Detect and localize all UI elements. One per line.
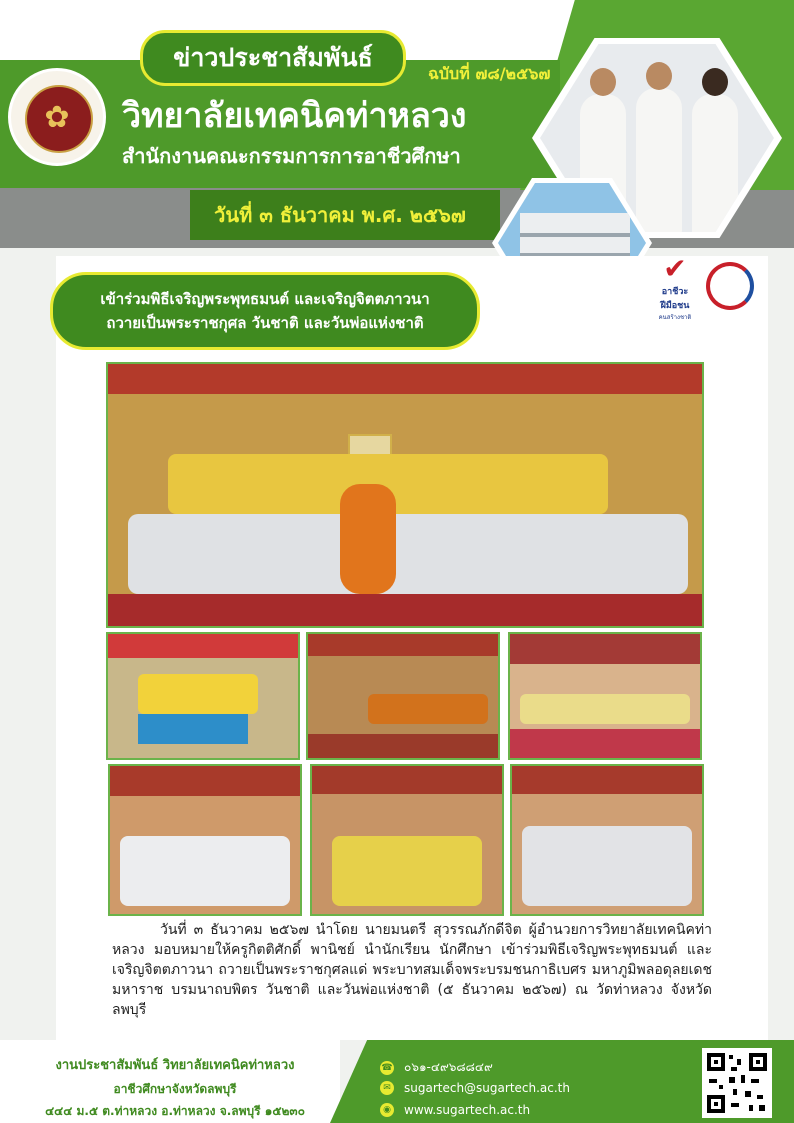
checkmark-icon: ✔ [663,252,687,285]
audience-shape [332,836,482,906]
event-photo-4 [108,764,302,916]
email-address: sugartech@sugartech.ac.th [404,1081,570,1095]
ceiling-shape [510,634,700,664]
event-photo-1 [106,632,300,760]
ceiling-shape [312,766,502,794]
group-photo [106,362,704,628]
ceiling-shape [108,364,702,394]
carpet-shape [308,734,498,758]
contact-email[interactable] [380,1081,570,1095]
ethics-logo [652,252,698,321]
contact-website[interactable] [380,1103,530,1117]
person-head [702,68,728,96]
office-name: สำนักงานคณะกรรมการการอาชีวศึกษา [122,144,461,168]
ceiling-shape [108,634,298,658]
carpet-shape [108,594,702,626]
audience-shape [522,826,692,906]
ethics-sub: คนสร้างชาติ [658,314,692,321]
phone-number: ๐๖๑-๔๙๖๘๘๔๙ [404,1060,493,1074]
event-photo-2 [306,632,500,760]
qr-code[interactable] [702,1048,772,1118]
monk-figure [340,484,396,594]
vocational-emblem [706,262,754,310]
person-head [646,62,672,90]
event-title-line1: เข้าร่วมพิธีเจริญพระพุทธมนต์ และเจริญจิตตภาวนา [100,290,430,308]
qr-code-graphic [705,1051,769,1115]
article-paragraph: วันที่ ๓ ธันวาคม ๒๕๖๗ นำโดย นายมนตรี สุวรรณภักดีจิต ผู้อำนวยการวิทยาลัยเทคนิคท่าหลวง มอบหมายให้ครูกิตติศักดิ์ พานิชย์ นำนักเรียน นักศึกษา เข้าร่วมพิธีเจริญพระพุทธมนต์ และเจริญจิตตภาวนา ถวายเป็นพระราชกุศลแด่ พระบาทสมเด็จพระบรมชนกาธิเบศร มหาภูมิพลอดุลยเดชมหาราช บรมนาถบพิตร วันชาติ และวันพ่อแห่งชาติ (๕ ธันวาคม ๒๕๖๗) ณ วัดท่าหลวง จังหวัดลพบุรี [112,922,712,1018]
ceiling-shape [110,766,300,796]
footer-org-line3: ๔๔๔ ม.๕ ต.ท่าหลวง อ.ท่าหลวง จ.ลพบุรี ๑๕๒๓๐ [45,1104,305,1118]
pr-label: ข่าวประชาสัมพันธ์ [140,30,406,86]
website-url: www.sugartech.ac.th [404,1103,531,1117]
event-photo-3 [508,632,702,760]
phone-icon: ☎ [381,1062,393,1073]
issue-number: ฉบับที่ ๗๘/๒๕๖๗ [428,64,551,83]
article-body [112,920,712,1020]
college-name: วิทยาลัยเทคนิคท่าหลวง [122,96,467,136]
college-logo [8,68,106,166]
issue-date: วันที่ ๓ ธันวาคม พ.ศ. ๒๕๖๗ [214,203,466,227]
ceiling-shape [308,634,498,656]
table-shape [138,714,248,744]
contact-phone[interactable] [380,1058,493,1077]
person-figure [636,88,682,238]
person-head [590,68,616,96]
email-icon: ✉ [380,1081,394,1095]
event-photo-6 [510,764,704,916]
monks-row [368,694,488,724]
emblem-icon: ✿ [44,99,70,135]
event-photo-5 [310,764,504,916]
vocational-logo [706,262,752,318]
ceiling-shape [512,766,702,794]
event-title-line2: ถวายเป็นพระราชกุศล วันชาติ และวันพ่อแห่งชาติ [106,314,424,332]
ethics-label: อาชีวะ ฝีมือชน [660,287,690,311]
globe-icon: ◉ [380,1103,394,1117]
front-row-people [128,514,688,594]
audience-shape [520,694,690,724]
footer-org-line2: อาชีวศึกษาจังหวัดลพบุรี [113,1082,237,1096]
people-group [138,674,258,714]
footer-org-line1: งานประชาสัมพันธ์ วิทยาลัยเทคนิคท่าหลวง [55,1058,295,1073]
audience-shape [120,836,290,906]
building-floor-line [520,233,630,237]
carpet-shape [510,729,700,758]
